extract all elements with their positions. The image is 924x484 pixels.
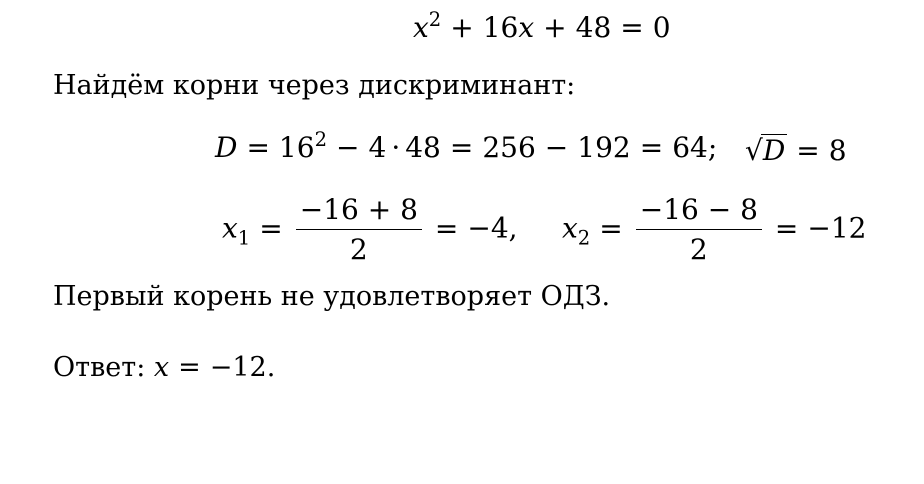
equation-equals: = [620, 11, 644, 44]
x1-numerator: −16 + 8 [296, 196, 422, 230]
x1-equals-2: = [434, 211, 459, 245]
discriminant-192: 192 [577, 131, 631, 164]
x2-numerator: −16 − 8 [636, 196, 762, 230]
discriminant-minus-1: − [336, 131, 360, 164]
equation-coefficient: 16 [482, 11, 519, 44]
equation-constant: 48 [575, 11, 612, 44]
discriminant-variable: D [215, 131, 238, 164]
x1-variable: x [222, 211, 238, 245]
x2-value: −12 [807, 211, 867, 245]
discriminant-48: 48 [405, 131, 441, 164]
equation-plus-1: + [450, 11, 474, 44]
discriminant-256: 256 [482, 131, 536, 164]
sqrt-variable: D [762, 134, 786, 167]
x2-denominator: 2 [689, 233, 708, 266]
discriminant-equals-1: = [246, 131, 270, 164]
x1-denominator: 2 [349, 233, 368, 266]
answer-value: −12. [209, 352, 276, 383]
x1-equals: = [259, 211, 283, 245]
sqrt-expression [745, 134, 787, 165]
root-x1 [222, 193, 518, 266]
x2-equals-2: = [774, 211, 799, 245]
x2-variable: x [562, 211, 578, 245]
x2-equals: = [599, 211, 623, 245]
answer-variable: x [153, 352, 170, 383]
sqrt-symbol: √ [745, 134, 763, 167]
discriminant-dot: · [391, 131, 401, 164]
discriminant-base: 16 [278, 131, 315, 164]
odz-text: Первый корень не удовлетворяет ОДЗ. [53, 281, 611, 312]
x1-value: −4, [467, 211, 518, 245]
discriminant-line [215, 128, 718, 164]
equation-exponent: 2 [428, 8, 442, 32]
intro-text: Найдём корни через дискриминант: [53, 70, 576, 101]
sqrt-discriminant [745, 134, 847, 165]
equation-rhs: 0 [652, 11, 671, 44]
x1-subscript: 1 [237, 226, 251, 250]
discriminant-minus-2: − [544, 131, 569, 164]
answer-equals: = [178, 352, 201, 383]
sqrt-value: 8 [828, 134, 847, 167]
x1-fraction [296, 193, 422, 266]
equation-variable: x [413, 11, 429, 44]
equation-variable-2: x [518, 11, 535, 44]
x2-subscript: 2 [577, 226, 591, 250]
root-x2 [562, 193, 867, 266]
discriminant-exponent: 2 [314, 128, 328, 152]
discriminant-equals-2: = [449, 131, 474, 164]
answer-line [53, 354, 275, 381]
discriminant-64: 64; [672, 131, 718, 164]
x2-fraction [636, 193, 762, 266]
discriminant-four: 4 [368, 131, 387, 164]
sqrt-equals: = [796, 134, 820, 167]
quadratic-equation [413, 8, 671, 44]
equation-plus-2: + [543, 11, 567, 44]
discriminant-equals-3: = [639, 131, 664, 164]
answer-label: Ответ: [53, 352, 146, 383]
